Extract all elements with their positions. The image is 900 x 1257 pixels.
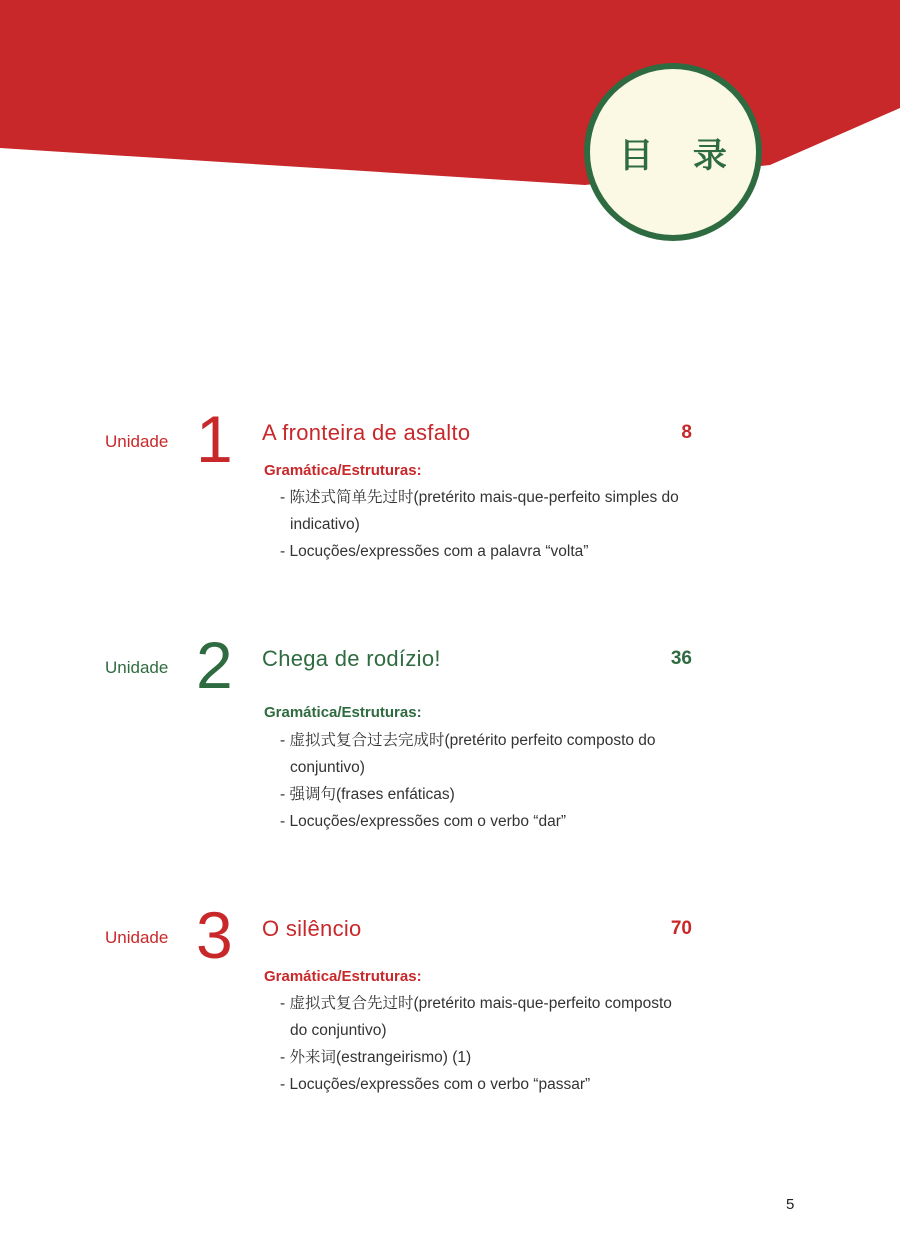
unit-number: 2 [196, 628, 233, 702]
grammar-label: Gramática/Estruturas: [264, 462, 422, 479]
unit-number: 3 [196, 898, 233, 972]
grammar-item: - 外来词(estrangeirismo) (1) [280, 1049, 472, 1066]
unit-label: Unidade [105, 658, 169, 677]
unit-page-number[interactable]: 8 [681, 422, 692, 443]
header-banner [0, 0, 900, 260]
grammar-item: - Locuções/expressões com o verbo “dar” [280, 813, 567, 830]
grammar-item: - 虚拟式复合过去完成时(pretérito perfeito composto do conjuntivo) [280, 732, 656, 776]
grammar-label: Gramática/Estruturas: [264, 704, 422, 721]
grammar-item: - 陈述式简单先过时(pretérito mais-que-perfeito simples do indicativo) [280, 489, 679, 533]
unit-page-number[interactable]: 36 [670, 648, 692, 669]
grammar-list [280, 727, 680, 835]
unit-label: Unidade [105, 432, 169, 451]
page-number: 5 [786, 1196, 795, 1213]
unit-page-number[interactable]: 70 [670, 918, 692, 939]
grammar-item: - Locuções/expressões com o verbo “passar” [280, 1076, 591, 1093]
unit-label: Unidade [105, 928, 169, 947]
grammar-item: - 强调句(frases enfáticas) [280, 786, 455, 803]
unit-title[interactable]: Chega de rodízio! [262, 646, 441, 671]
grammar-list [280, 990, 680, 1098]
grammar-list [280, 484, 680, 565]
contents-title: 目 录 [619, 135, 741, 176]
unit-title[interactable]: O silêncio [262, 916, 362, 941]
unit-title[interactable]: A fronteira de asfalto [262, 420, 471, 445]
grammar-label: Gramática/Estruturas: [264, 968, 422, 985]
contents-badge [584, 63, 762, 241]
unit-number: 1 [196, 402, 233, 476]
grammar-item: - Locuções/expressões com a palavra “volta” [280, 543, 589, 560]
red-banner-shape [0, 0, 900, 185]
grammar-item: - 虚拟式复合先过时(pretérito mais-que-perfeito composto do conjuntivo) [280, 995, 672, 1039]
